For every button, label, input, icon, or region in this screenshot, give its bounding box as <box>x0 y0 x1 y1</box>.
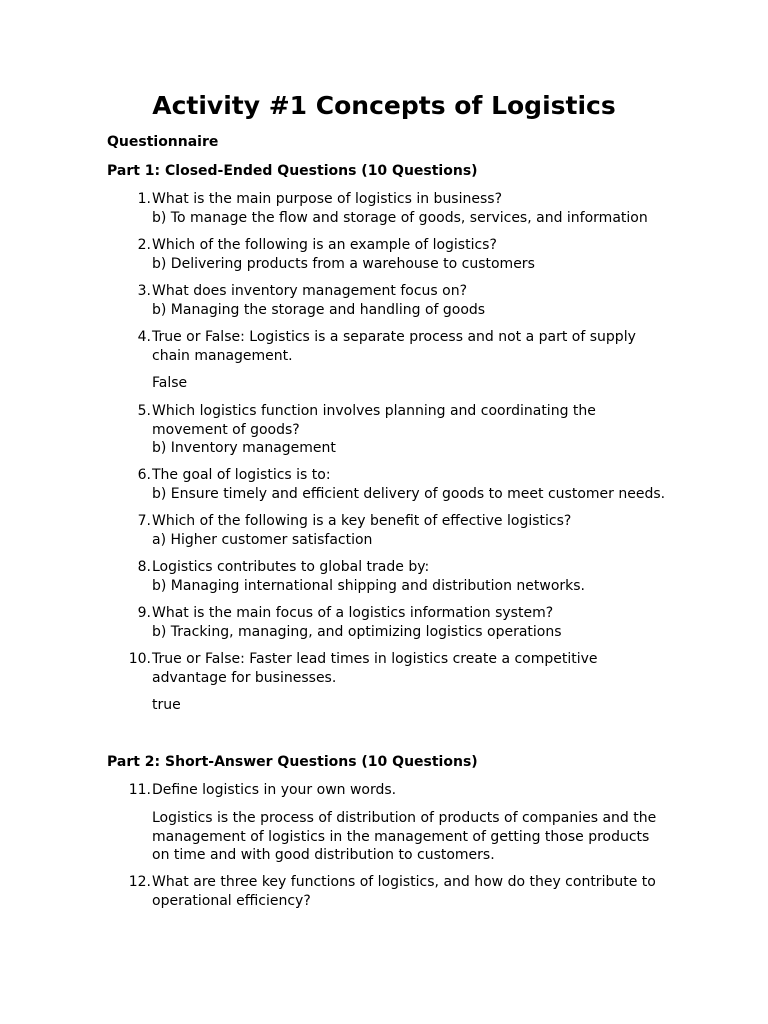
question-text: Define logistics in your own words. <box>152 782 397 798</box>
page-title: Activity #1 Concepts of Logistics <box>152 91 616 120</box>
item-number: 6. <box>137 467 151 483</box>
question-text: What are three key functions of logistics, and how do they contribute to <box>152 874 656 890</box>
question-text: True or False: Faster lead times in logistics create a competitive <box>152 651 598 667</box>
part2-heading: Part 2: Short-Answer Questions (10 Questions) <box>107 754 478 770</box>
answer-text: b) Delivering products from a warehouse to customers <box>152 255 535 272</box>
question-text: What does inventory management focus on? <box>152 283 468 299</box>
question-text: The goal of logistics is to: <box>152 467 331 483</box>
item-number: 7. <box>137 513 151 529</box>
item-number: 9. <box>137 605 151 621</box>
item-number: 3. <box>137 283 151 299</box>
question-text: Which logistics function involves planning and coordinating the <box>152 403 596 419</box>
question-text: Which of the following is an example of logistics? <box>152 237 497 253</box>
question-text: Which of the following is a key benefit of effective logistics? <box>152 513 572 529</box>
answer-text: b) Tracking, managing, and optimizing logistics operations <box>152 623 562 640</box>
item-number: 11. <box>128 782 151 798</box>
item-number: 12. <box>128 874 151 890</box>
answer-text: true <box>152 697 181 713</box>
answer-text: b) Ensure timely and efficient delivery of goods to meet customer needs. <box>152 485 666 502</box>
answer-text: b) Managing international shipping and distribution networks. <box>152 577 586 594</box>
question-text: What is the main purpose of logistics in business? <box>152 191 502 207</box>
answer-text: b) Managing the storage and handling of goods <box>152 301 486 318</box>
question-text: chain management. <box>152 347 293 364</box>
answer-text: on time and with good distribution to customers. <box>152 847 495 863</box>
item-number: 1. <box>137 191 151 207</box>
question-text: movement of goods? <box>152 421 300 438</box>
question-text: True or False: Logistics is a separate process and not a part of supply <box>152 329 636 345</box>
question-text: advantage for businesses. <box>152 669 337 686</box>
part1-heading: Part 1: Closed-Ended Questions (10 Questions) <box>107 163 478 179</box>
item-number: 5. <box>137 403 151 419</box>
item-number: 10. <box>128 651 151 667</box>
questionnaire-label: Questionnaire <box>107 134 219 150</box>
answer-paragraph <box>152 809 672 865</box>
item-number: 8. <box>137 559 151 575</box>
answer-text: Logistics is the process of distribution of products of companies and the <box>152 810 657 826</box>
question-text: What is the main focus of a logistics information system? <box>152 605 554 621</box>
item-number: 4. <box>137 329 151 345</box>
answer-text: False <box>152 375 188 391</box>
question-text: operational efficiency? <box>152 892 311 909</box>
answer-text: b) To manage the flow and storage of goods, services, and information <box>152 209 648 226</box>
item-number: 2. <box>137 237 151 253</box>
answer-text: a) Higher customer satisfaction <box>152 531 373 548</box>
answer-text: b) Inventory management <box>152 440 336 456</box>
answer-text: management of logistics in the management of getting those products <box>152 828 650 845</box>
question-text: Logistics contributes to global trade by: <box>152 559 430 575</box>
